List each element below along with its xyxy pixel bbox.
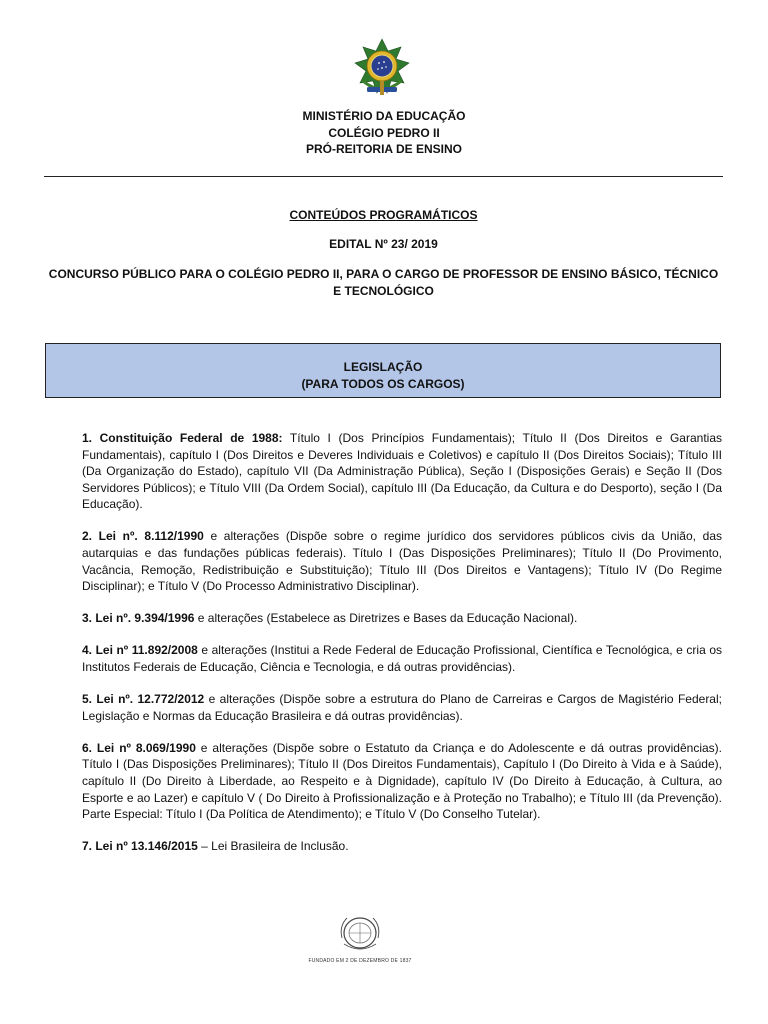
header-ministry: MINISTÉRIO DA EDUCAÇÃO [302, 109, 466, 123]
legislation-list [82, 430, 722, 870]
item-law: 7. Lei nº 13.146/2015 [82, 839, 198, 854]
edital-number: EDITAL Nº 23/ 2019 [329, 237, 438, 251]
coat-of-arms-icon [349, 37, 415, 103]
list-item [82, 740, 722, 823]
list-item [82, 610, 722, 627]
institution-header [0, 108, 768, 158]
list-item [82, 838, 722, 855]
concurso-title: CONCURSO PÚBLICO PARA O COLÉGIO PEDRO II, PARA O CARGO DE PROFESSOR DE ENSINO BÁSICO, TÉCNICO E TECNOLÓGICO [48, 267, 719, 298]
item-description: e alterações (Estabelece as Diretrizes e Bases da Educação Nacional). [194, 611, 578, 626]
item-description: – Lei Brasileira de Inclusão. [197, 839, 349, 854]
item-description: Título I (Dos Princípios Fundamentais); Título II (Dos Direitos e Garantias Fundamentais), capítulo I (Dos Direitos e Deveres Individuais e Coletivos) e capítulo II (Dos Direitos Sociais); Título III (Da Organização do Estado), capítulo VII (Da Administração Pública), Seção I (Disposições Gerais) e Seção II (Dos Servidores Públicos); e Título VIII (Da Ordem Social), capítulo III (Da Educação, da Cultura e do Desporto), seção I (Da Educação). [82, 431, 722, 512]
item-law: 4. Lei nº 11.892/2008 [82, 643, 198, 658]
item-law: 2. Lei nº. 8.112/1990 [82, 529, 204, 544]
item-description: e alterações (Dispõe sobre o regime jurídico dos servidores públicos civis da União, das autarquias e das fundações públicas federais). Título I (Das Disposições Preliminares); Título II (Do Provimento, Vacância, Remoção, Redistribuição e Substituição); Título III (Dos Direitos e Vantagens); Título IV (Do Regime Disciplinar); e Título V (Do Processo Administrativo Disciplinar). [82, 529, 723, 594]
section-subtitle: (PARA TODOS OS CARGOS) [301, 377, 465, 391]
item-law: 6. Lei nº 8.069/1990 [82, 740, 196, 755]
section-banner [45, 343, 721, 398]
list-item [82, 691, 722, 724]
list-item [82, 528, 722, 594]
list-item [82, 642, 722, 675]
section-title: LEGISLAÇÃO [343, 360, 423, 374]
list-item [82, 430, 722, 513]
item-law: 3. Lei nº. 9.394/1996 [82, 611, 195, 626]
seal-caption: FUNDADO EM 2 DE DEZEMBRO DE 1837 [308, 958, 412, 964]
item-description: e alterações (Dispõe sobre a estrutura do Plano de Carreiras e Cargos de Magistério Federal; Legislação e Normas da Educação Brasileira e dá outras providências). [82, 692, 722, 723]
school-seal-icon [335, 908, 385, 958]
item-law: 1. Constituição Federal de 1988: [82, 431, 283, 445]
header-college: COLÉGIO PEDRO II [328, 125, 440, 140]
item-description: e alterações (Dispõe sobre o Estatuto da Criança e do Adolescente e dá outras providências). Título I (Das Disposições Preliminares); Título II (Dos Direitos Fundamentais), Capítulo I (Do Direito à Vida e à Saúde), capítulo II (Do Direito à Liberdade, ao Respeito e à Dignidade), capítulo IV (Do Direito à Educação, à Cultura, ao Esporte e ao Lazer) e capítulo V ( Do Direito à Profissionalização e à Proteção no Trabalho); e Título III (da Prevenção). Parte Especial: Título I (Da Política de Atendimento); e Título V (Do Conselho Tutelar). [82, 740, 723, 822]
header-divider [44, 176, 723, 177]
item-description: e alterações (Institui a Rede Federal de Educação Profissional, Científica e Tecnológica, e cria os Institutos Federais de Educação, Ciência e Tecnologia, e dá outras providências). [82, 643, 722, 675]
document-heading: CONTEÚDOS PROGRAMÁTICOS [289, 208, 478, 222]
item-law: 5. Lei nº. 12.772/2012 [82, 692, 205, 707]
header-department: PRÓ-REITORIA DE ENSINO [305, 142, 463, 156]
